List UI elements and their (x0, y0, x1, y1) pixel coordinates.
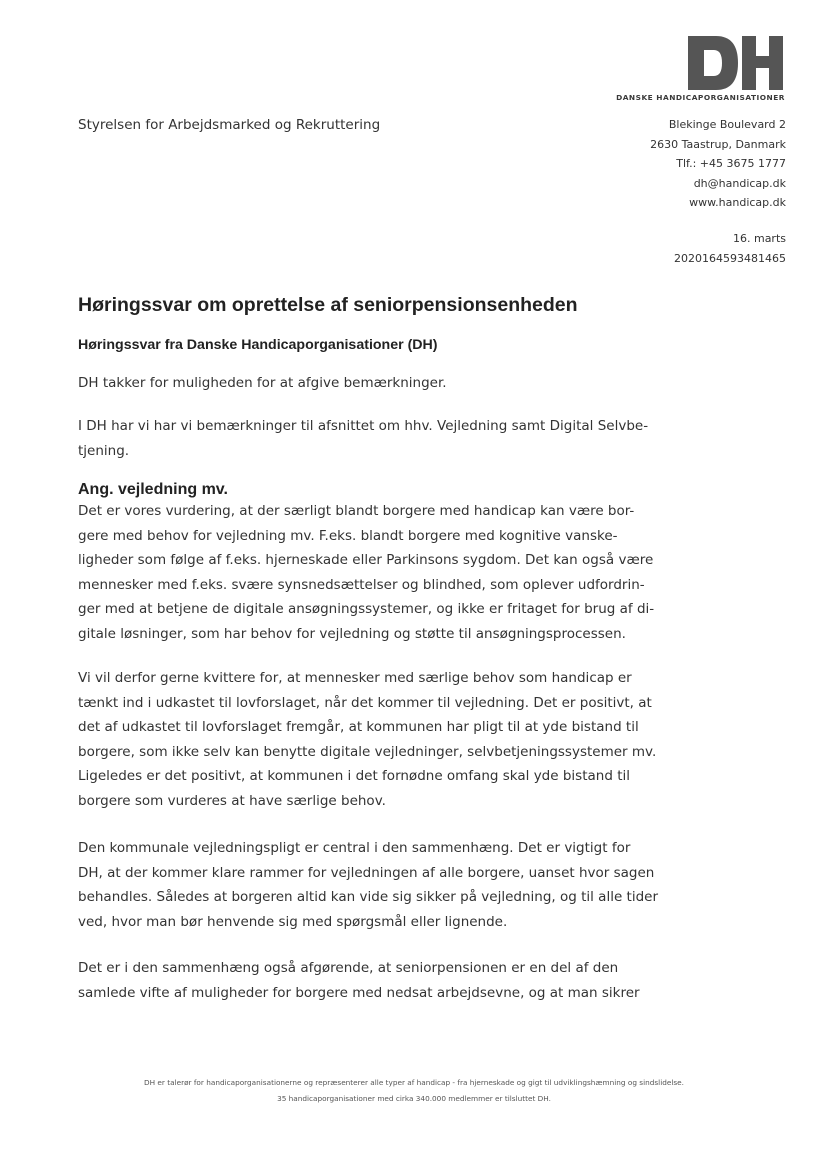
date-block (674, 229, 786, 268)
paragraph-line: tænkt ind i udkastet til lovforslaget, når det kommer til vejledning. Det er positivt, at (78, 694, 652, 711)
logo-subtitle: DANSKE HANDICAPORGANISATIONER (616, 93, 785, 102)
paragraph-intro (78, 371, 618, 396)
letter-date: 16. marts (732, 232, 786, 245)
paragraph-line: samlede vifte af muligheder for borgere med nedsat arbejdsevne, og at man sikrer (78, 984, 640, 1001)
sender-phone: Tlf.: +45 3675 1777 (676, 157, 786, 170)
paragraph-acknowledgement (78, 666, 657, 814)
paragraph-line: mennesker med f.eks. svære synsnedsættelser og blindhed, som oplever udfordrin- (78, 576, 645, 593)
reference-number: 2020164593481465 (674, 251, 786, 265)
document-title: Høringssvar om oprettelse af seniorpensionsenheden (78, 294, 578, 316)
paragraph-line: behandles. Således at borgeren altid kan vide sig sikker på vejledning, og til alle tider (78, 889, 659, 906)
paragraph-line: borgere som vurderes at have særlige behov. (78, 792, 386, 809)
paragraph-line: DH, at der kommer klare rammer for vejledningen af alle borgere, uanset hvor sagen (78, 864, 655, 881)
paragraph-remarks (78, 414, 649, 463)
paragraph-line: DH takker for muligheden for at afgive bemærkninger. (78, 375, 447, 391)
paragraph-line: det af udkastet til lovforslaget fremgår, at kommunen har pligt til at yde bistand til (78, 719, 639, 736)
sender-address (650, 115, 786, 213)
dh-logo (686, 34, 785, 92)
paragraph-line: ved, hvor man bør henvende sig med spørgsmål eller lignende. (78, 913, 508, 930)
footer-line-1: DH er talerør for handicaporganisationerne og repræsenterer alle typer af handicap - fra hjerneskade og gigt til udviklingshæmning og sindslidelse. (144, 1078, 684, 1087)
dh-logo-mark (686, 34, 785, 92)
paragraph-line: ger med at betjene de digitale ansøgningssystemer, og ikke er fritaget for brug af di- (78, 601, 655, 618)
paragraph-line: Det er i den sammenhæng også afgørende, at seniorpensionen er en del af den (78, 960, 619, 976)
paragraph-line: tjening. (78, 442, 130, 459)
paragraph-line: borgere, som ikke selv kan benytte digitale vejledninger, selvbetjeningssystemer mv. (78, 743, 657, 760)
paragraph-line: ligheder som følge af f.eks. hjerneskade eller Parkinsons sygdom. Det kan også være (78, 552, 654, 569)
sender-street: Blekinge Boulevard 2 (668, 118, 786, 131)
recipient: Styrelsen for Arbejdsmarked og Rekruttering (78, 117, 381, 133)
paragraph-line: Ligeledes er det positivt, at kommunen i det fornødne omfang skal yde bistand til (78, 768, 630, 785)
paragraph-assessment (78, 499, 655, 647)
sender-city: 2630 Taastrup, Danmark (650, 137, 786, 151)
paragraph-line: gere med behov for vejledning mv. F.eks. blandt borgere med kognitive vanske- (78, 527, 618, 544)
sender-email[interactable]: dh@handicap.dk (693, 176, 786, 190)
paragraph-line: Den kommunale vejledningspligt er central i den sammenhæng. Det er vigtigt for (78, 840, 631, 856)
paragraph-seniorpension (78, 956, 640, 1005)
section-heading: Ang. vejledning mv. (78, 481, 228, 498)
paragraph-line: gitale løsninger, som har behov for vejledning og støtte til ansøgningsprocessen. (78, 625, 626, 642)
paragraph-line: Vi vil derfor gerne kvittere for, at mennesker med særlige behov som handicap er (78, 670, 632, 686)
sender-website[interactable]: www.handicap.dk (689, 196, 786, 209)
document-subtitle: Høringssvar fra Danske Handicaporganisationer (DH) (78, 337, 438, 353)
paragraph-guidance-duty (78, 836, 659, 934)
paragraph-line: I DH har vi har vi bemærkninger til afsnittet om hhv. Vejledning samt Digital Selvbe- (78, 418, 649, 434)
paragraph-line: Det er vores vurdering, at der særligt blandt borgere med handicap kan være bor- (78, 503, 635, 519)
footer-line-2: 35 handicaporganisationer med cirka 340.000 medlemmer er tilsluttet DH. (277, 1094, 551, 1103)
